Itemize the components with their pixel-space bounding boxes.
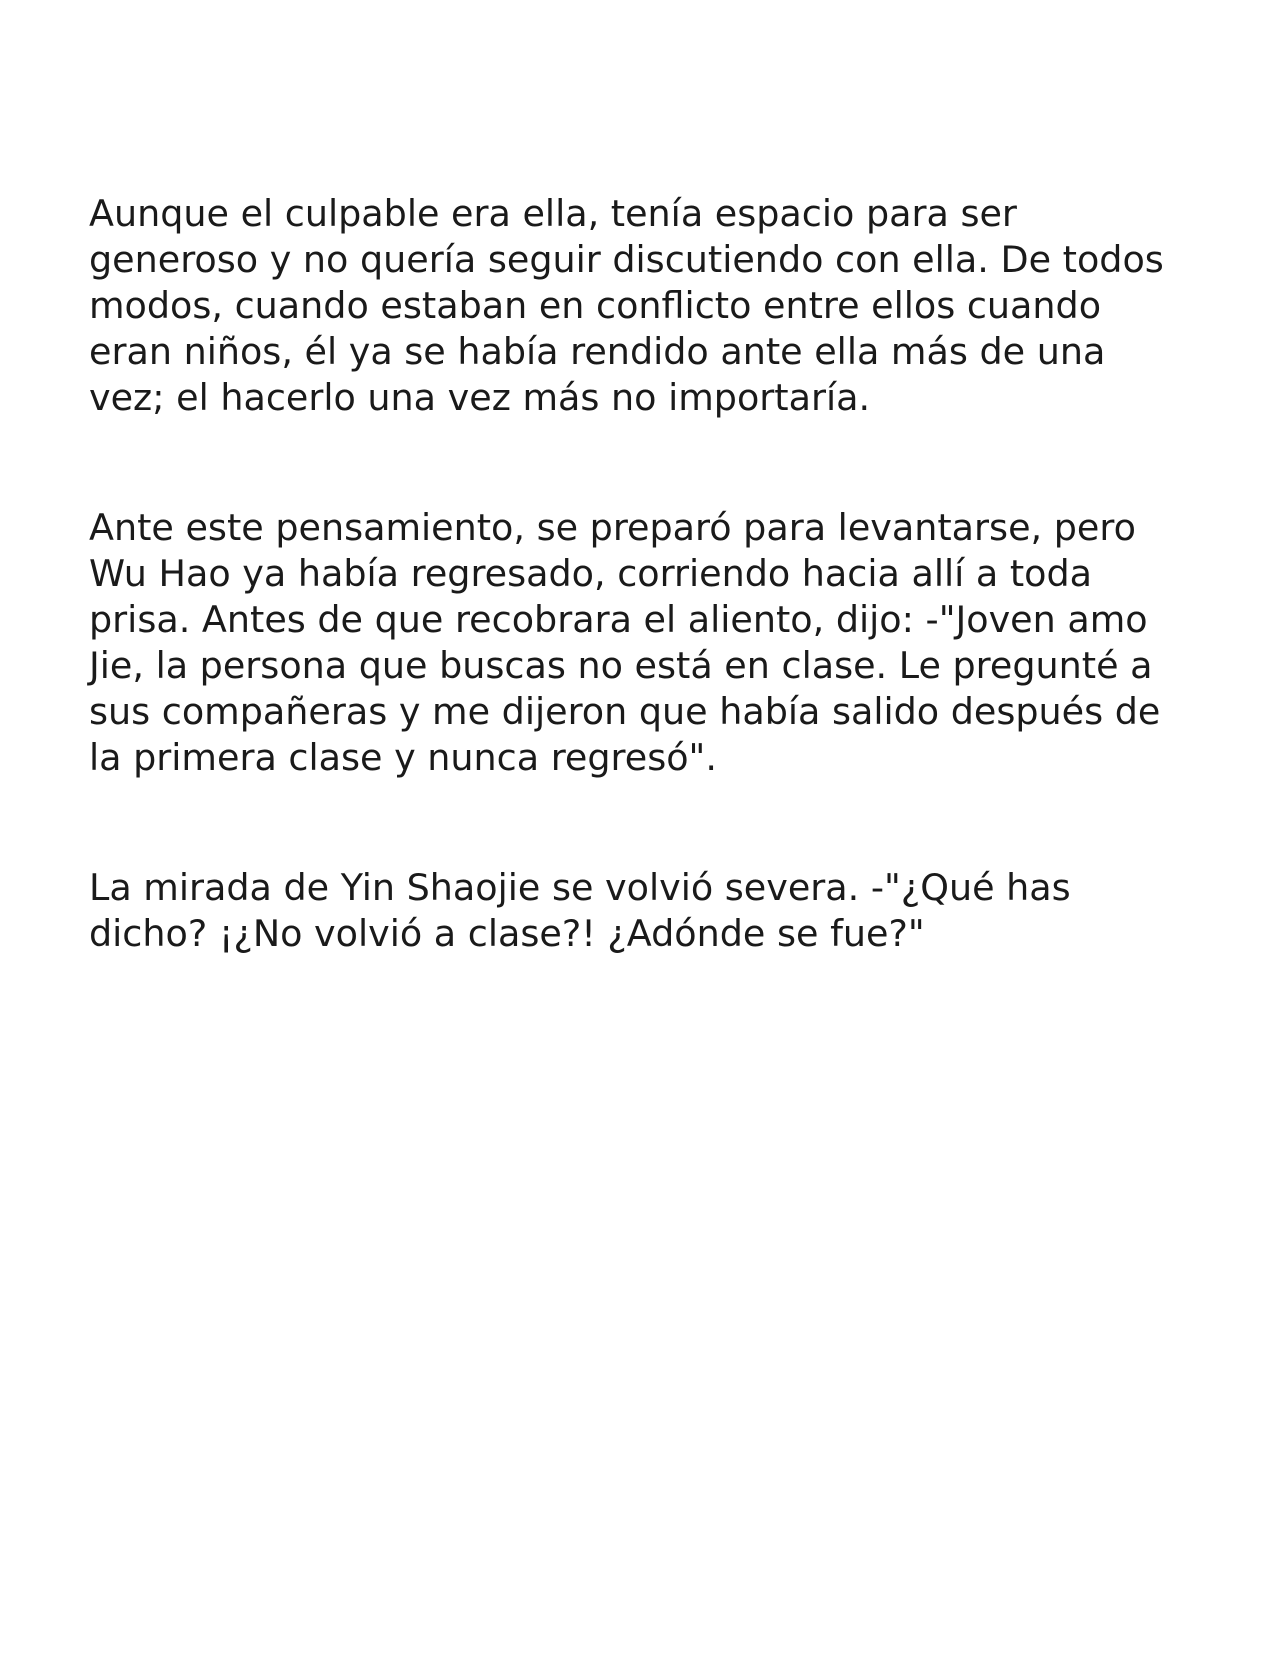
paragraph-1 (89, 191, 1209, 421)
text-line: La mirada de Yin Shaojie se volvió severa. -"¿Qué has (89, 866, 1071, 909)
text-line: modos, cuando estaban en conflicto entre ellos cuando (89, 284, 1102, 327)
text-line: vez; el hacerlo una vez más no importaría. (89, 376, 871, 419)
text-line: Ante este pensamiento, se preparó para levantarse, pero (89, 506, 1136, 549)
text-line: dicho? ¡¿No volvió a clase?! ¿Adónde se fue?" (89, 912, 925, 955)
text-line: la primera clase y nunca regresó". (89, 736, 717, 779)
text-line: Aunque el culpable era ella, tenía espacio para ser (89, 192, 1017, 235)
text-line: Jie, la persona que buscas no está en clase. Le pregunté a (89, 644, 1153, 687)
paragraph-2 (89, 505, 1209, 781)
paragraph-3 (89, 865, 1209, 957)
text-line: generoso y no quería seguir discutiendo con ella. De todos (89, 238, 1164, 281)
text-line: Wu Hao ya había regresado, corriendo hacia allí a toda (89, 552, 1093, 595)
document-page (89, 191, 1209, 957)
text-line: prisa. Antes de que recobrara el aliento, dijo: -"Joven amo (89, 598, 1148, 641)
text-line: sus compañeras y me dijeron que había salido después de (89, 690, 1161, 733)
text-line: eran niños, él ya se había rendido ante ella más de una (89, 330, 1106, 373)
